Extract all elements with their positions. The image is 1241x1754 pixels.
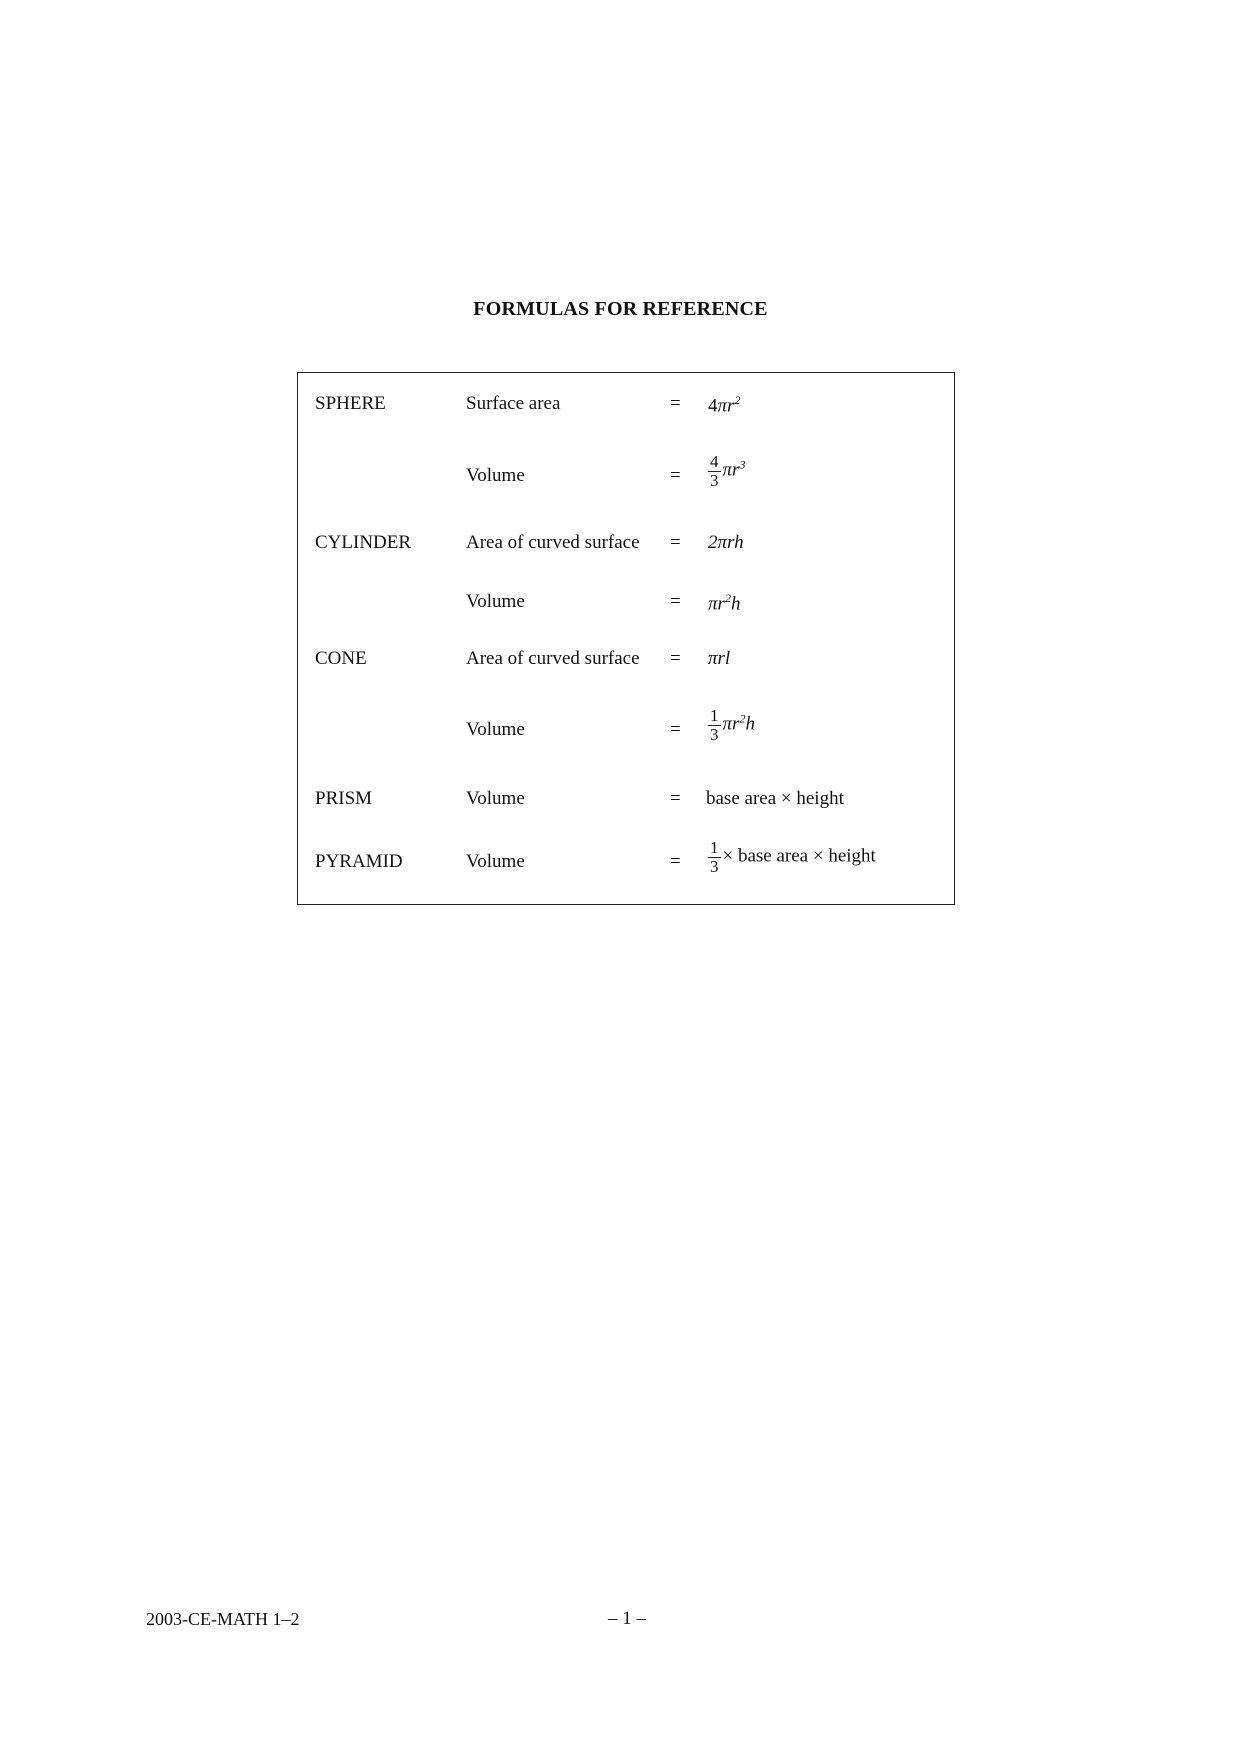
formula-value: $4\pi r^2$ xyxy=(708,393,741,417)
property-label: Surface area xyxy=(466,393,561,414)
formula-value: πrl xyxy=(708,648,731,669)
formula-value: 2πrh xyxy=(708,532,744,553)
shape-label: PRISM xyxy=(315,788,373,809)
fraction: $\frac{4}{3}$ xyxy=(710,452,719,490)
formula-value: $\frac{4}{3}$ $\pi r^3$ xyxy=(710,452,746,490)
equals-sign: = xyxy=(670,465,681,486)
page-number: – 1 – xyxy=(608,1608,646,1629)
property-label: Volume xyxy=(466,788,525,809)
property-label: Volume xyxy=(466,465,525,486)
equals-sign: = xyxy=(670,719,681,740)
exam-code: 2003-CE-MATH 1–2 xyxy=(146,1609,300,1629)
property-label: Volume xyxy=(466,719,525,740)
property-label: Area of curved surface xyxy=(466,648,640,669)
equals-sign: = xyxy=(670,532,681,553)
page-title: FORMULAS FOR REFERENCE xyxy=(473,298,768,320)
shape-label: PYRAMID xyxy=(315,851,403,872)
formula-value: base area × height xyxy=(706,788,844,809)
equals-sign: = xyxy=(670,591,681,612)
shape-label: CYLINDER xyxy=(315,532,412,553)
property-label: Volume xyxy=(466,851,525,872)
formula-value: $\pi r^2h$ xyxy=(708,591,741,615)
equals-sign: = xyxy=(670,393,681,414)
fraction: $\frac{1}{3}$ xyxy=(710,706,719,744)
formula-value: $\frac{1}{3}$ × base area × height xyxy=(710,838,876,876)
formula-table xyxy=(297,372,955,905)
equals-sign: = xyxy=(670,851,681,872)
property-label: Volume xyxy=(466,591,525,612)
shape-label: CONE xyxy=(315,648,367,669)
formula-value: $\frac{1}{3}$ $\pi r^2h$ xyxy=(710,706,755,744)
fraction: $\frac{1}{3}$ xyxy=(710,838,719,876)
property-label: Area of curved surface xyxy=(466,532,640,553)
shape-label: SPHERE xyxy=(315,393,386,414)
equals-sign: = xyxy=(670,788,681,809)
equals-sign: = xyxy=(670,648,681,669)
